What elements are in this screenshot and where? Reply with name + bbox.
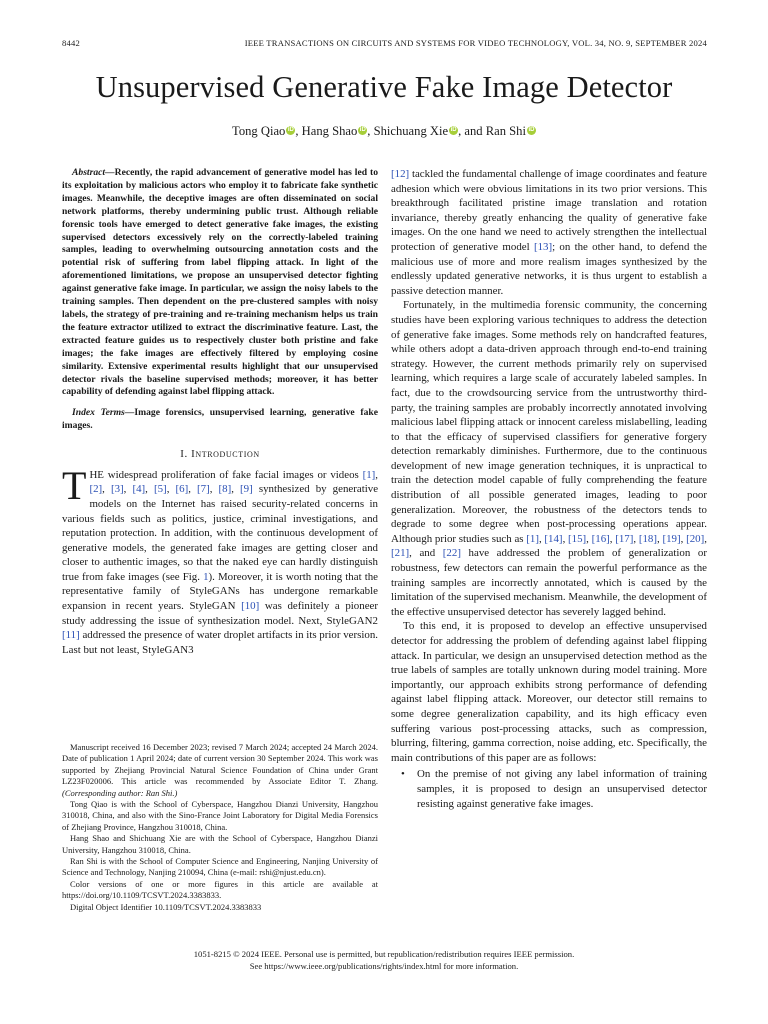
citation-link[interactable]: [20] xyxy=(686,532,705,545)
footnote-manuscript xyxy=(62,742,378,799)
author-name: Ran Shi xyxy=(485,124,526,138)
body-paragraph xyxy=(391,167,707,298)
orcid-icon[interactable]: iD xyxy=(450,127,457,133)
intro-text: addressed the presence of water droplet artifacts in its prior version. Last but not least, StyleGAN3 xyxy=(62,629,378,656)
body-text: and xyxy=(419,547,436,560)
section-number: I. xyxy=(180,448,188,461)
citation-link[interactable]: [1] xyxy=(526,532,539,545)
citation-link[interactable]: [14] xyxy=(544,532,563,545)
citation-link[interactable]: [3] xyxy=(110,483,124,496)
body-paragraph: Fortunately, in the multimedia forensic community, the concerning studies have been exploring various techniques to address the detection of generative fake images. Some methods rely on handcrafted features, while others adopt a data-driven approach through end-to-end training strategy. However, the current methods primarily rely on supervised learning, which requires a large scale of accurately labeled samples. In fact, due to the crowdsourcing service from the untrustworthy third-party, the training samples are probably incorrectly annotated involving malicious label flipping attack or innocent careless mislabelling, leading to that the efficacy of supervised classifiers for generative forgery detection remarkably diminishes. Furthermore, due to the continuous development of new image generation techniques, it is unpractical to train the detection model capable of fully comprehending the feature distribution of all possible generated images, leading to poor generalization. Moreover, the robustness of the detectors tends to degrade to some degree when post-processing operations appear. Although prior studies such as [1], [14], [15], [16], [17], [18], [19], [20], [21], and [22] have addressed the problem of generalization or robustness, few detectors can remain the powerful performance as the training samples are incorrectly annotated, which is caused by the limitation of the supervised mechanism. Meanwhile, the development of the effective unsupervised detector has severely lagged behind. xyxy=(391,299,707,618)
footnote-affiliation: Ran Shi is with the School of Computer Science and Engineering, Nanjing University of Science and Technology, Nanjing 210094, China (e-mail: rshi@njust.edu.cn). xyxy=(62,856,378,878)
body-text: have addressed the problem of generalization or robustness, few detectors can remain the powerful performance as the training samples are incorrectly annotated, which is caused by the limitation of the supervised mechanism. Meanwhile, the development of the effective unsupervised detector has severely lagged behind. xyxy=(391,547,707,618)
citation-link[interactable]: [5] xyxy=(153,483,167,496)
author-name: Tong Qiao xyxy=(232,124,286,138)
index-terms xyxy=(62,407,378,433)
journal-name: IEEE TRANSACTIONS ON CIRCUITS AND SYSTEMS FOR VIDEO TECHNOLOGY, VOL. 34, NO. 9, SEPTEMBER 2024 xyxy=(244,38,707,48)
intro-text: synthesized by generative models on the Internet has raised security-related concerns in various fields such as politics, justice, criminal investigations, and reputation protection. In addition, with the continuous development of generative models, the generated fake images are getting closer and closer to authentic images, so that the naked eye can hardly distinguish true from fake images (see Fig. xyxy=(62,483,379,583)
citation-link[interactable]: [2] xyxy=(89,483,103,496)
orcid-icon[interactable]: iD xyxy=(287,127,294,133)
footnotes xyxy=(62,742,378,913)
drop-cap: T xyxy=(62,462,87,508)
body-text: Fortunately, in the multimedia forensic community, the concerning studies have been exploring various techniques to address the detection of generative fake images. Some methods rely on handcrafted features, while others adopt a data-driven approach through end-to-end training strategy. However, the current methods primarily rely on supervised learning, which requires a large scale of accurately labeled samples. In fact, due to the crowdsourcing service from the untrustworthy third-party, the training samples are probably incorrectly annotated involving malicious label flipping attack or innocent careless mislabelling, leading to that the efficacy of supervised classifiers for generative forgery detection remarkably diminishes. Furthermore, due to the continuous development of new image generation techniques, it is unpractical to train the detection model capable of fully comprehending the feature distribution of all possible generated images, leading to poor generalization. Moreover, the robustness of the detectors tends to degrade to some degree when post-processing operations appear. Although prior studies such as xyxy=(391,299,707,545)
figure-link[interactable]: 1 xyxy=(203,570,209,583)
left-column xyxy=(62,167,378,657)
citation-link[interactable]: [10] xyxy=(241,600,260,613)
citation-link[interactable]: [15] xyxy=(568,532,587,545)
intro-text: ). Moreover, it is worth noting that the representative family of StyleGANs has undergone remarkable expansion in recent years. StyleGAN xyxy=(62,570,378,613)
corresponding-author: (Corresponding author: Ran Shi.) xyxy=(62,787,178,798)
copyright-line: 1051-8215 © 2024 IEEE. Personal use is permitted, but republication/redistribution requires IEEE permission. xyxy=(193,949,575,959)
index-terms-label: Index Terms— xyxy=(72,407,135,419)
author-list: Tong Qiao iD , Hang Shao iD , Shichuang Xie iD , and Ran Shi iD xyxy=(232,124,535,138)
right-column xyxy=(391,167,707,811)
author-name: Shichuang Xie xyxy=(373,124,449,138)
footnote-text: Manuscript received 16 December 2023; revised 7 March 2024; accepted 24 March 2024. Date of publication 1 April 2024; date of current version 30 September 2024. This work was supported by Zhejiang Provincial Natural Science Foundation of China under Grant LZ23F020006. This article was recommended by Associate Editor T. Zhang. xyxy=(62,742,378,787)
citation-link[interactable]: [19] xyxy=(662,532,681,545)
author-name: Hang Shao xyxy=(301,124,358,138)
orcid-icon[interactable]: iD xyxy=(359,127,366,133)
citation-link[interactable]: [13] xyxy=(533,240,553,253)
citation-link[interactable]: [1] xyxy=(362,468,376,481)
contribution-list xyxy=(391,767,707,811)
citation-link[interactable]: [9] xyxy=(240,483,253,496)
body-paragraph: To this end, it is proposed to develop an effective unsupervised detector for addressing the problem of defending against label flipping attack. In particular, we design an unsupervised detection method as the true labels of samples are totally unknown during model training. More importantly, our approach exhibits strong performance of defending against label flipping attack. Moreover, our detector still remains to some degree generalization capability, and its high efficacy even suffering various post-processing attacks, such as compression, blurring, filtering, gamma correction, noise adding, etc. Specifically, the main contributions of this paper are as follows: xyxy=(391,620,707,764)
citation-link[interactable]: [18] xyxy=(638,532,657,545)
abstract-label: Abstract— xyxy=(72,167,115,178)
citation-link[interactable]: [7] xyxy=(197,483,210,496)
citation-link[interactable]: [16] xyxy=(591,532,610,545)
footnote-color-versions: Color versions of one or more figures in this article are available at https://doi.org/10.1109/TCSVT.2024.3383833. xyxy=(62,878,378,901)
page-number: 8442 xyxy=(62,38,80,48)
citation-link[interactable]: [12] xyxy=(391,168,410,180)
footnote-doi: Digital Object Identifier 10.1109/TCSVT.2024.3383833 xyxy=(70,901,262,912)
intro-text: was definitely a pioneer study addressing the issue of synthesization model. Next, StyleGAN2 xyxy=(62,600,378,627)
footnote-affiliation: Tong Qiao is with the School of Cyberspace, Hangzhou Dianzi University, Hangzhou 310018, China, and also with the Sino-France Joint Laboratory for Digital Media Forensics of Zhejiang Province, Hangzhou 310018, China. xyxy=(62,799,378,832)
list-item: • On the premise of not giving any label information of training samples, it is proposed to design an unsupervised detector resisting against generative fake images. xyxy=(391,767,707,811)
copyright-notice xyxy=(0,949,768,972)
index-terms-text: Image forensics, unsupervised learning, generative fake images. xyxy=(62,407,378,432)
section-title: Introduction xyxy=(191,448,260,461)
abstract-text: Recently, the rapid advancement of generative model has led to its exploitation by malicious actors who employ it to fabricate fake synthetic images. Meanwhile, the deceptive images are often disseminated on social network platforms, thereby undermining public trust. Although reliable forensic tools have emerged to detect generative fake images, the existing supervised detectors excessively rely on the correctly-labeled training samples, leading to overwhelming outsourcing annotation costs and the potential risk of suffering from label flipping attack. In light of the aforementioned limitations, we propose an unsupervised detector fighting against generative fake image. In particular, we assign the noisy labels to the training samples. Then dependent on the pre-clustered samples with noisy labels, the strategy of pre-training and re-training mechanism helps us train the feature extractor utilized to extract the discriminative feature. Last, the extracted feature guides us to respectively cluster both pristine and fake images; the fake images are effectively filtered by employing cosine similarity. Extensive experimental results highlight that our unsupervised detector rivals the baseline supervised methods; moreover, it has better capability of defending against label flipping attack. xyxy=(62,167,378,398)
intro-paragraph: THE widespread proliferation of fake facial images or videos [1], [2], [3], [4], [5], [6], [7], [8], [9] synthesized by generative models on the Internet has raised security-related concerns in various fields such as politics, justice, criminal investigations, and reputation protection. In addition, with the continuous development of generative models, the generated fake images are getting closer and closer to authentic images, so that the naked eye can hardly distinguish true from fake images (see Fig. 1). Moreover, it is worth noting that the representative family of StyleGANs has undergone remarkable expansion in recent years. StyleGAN [10] was definitely a pioneer study addressing the issue of synthesization model. Next, StyleGAN2 [11] addressed the presence of water droplet artifacts in its prior version. Last but not least, StyleGAN3 xyxy=(62,462,379,656)
abstract xyxy=(62,167,378,399)
paper-title: Unsupervised Generative Fake Image Detector xyxy=(95,70,673,104)
citation-link[interactable]: [11] xyxy=(62,629,80,642)
copyright-line: See https://www.ieee.org/publications/rights/index.html for more information. xyxy=(249,960,519,971)
orcid-icon[interactable]: iD xyxy=(528,127,535,133)
running-header xyxy=(62,38,707,50)
citation-link[interactable]: [21] xyxy=(391,547,410,560)
author-conjunction: and xyxy=(464,124,483,138)
intro-text: HE widespread proliferation of fake facial images or videos xyxy=(89,468,363,481)
section-heading xyxy=(62,447,378,462)
citation-link[interactable]: [4] xyxy=(132,483,146,496)
citation-link[interactable]: [22] xyxy=(442,547,461,560)
body-text: ; on the other hand, to defend the malicious use of more and more realism images synthesized by the endlessly updated generative networks, it is thus urgent to establish a passive detection manner. xyxy=(391,240,707,297)
citation-link[interactable]: [8] xyxy=(218,483,232,496)
body-text: tackled the fundamental challenge of image coordinates and feature adhesion which were obvious limitations in its two prior versions. This breakthrough facilitated pristine image translation and rotation invariance, thereby greatly enhancing the quality of generative fake images. On the one hand we need to actively strengthen the intellectual protection of generative model xyxy=(391,168,707,253)
citation-link[interactable]: [6] xyxy=(175,483,189,496)
footnote-affiliation: Hang Shao and Shichuang Xie are with the School of Cyberspace, Hangzhou Dianzi University, Hangzhou 310018, China. xyxy=(62,833,378,855)
citation-link[interactable]: [17] xyxy=(615,532,634,545)
